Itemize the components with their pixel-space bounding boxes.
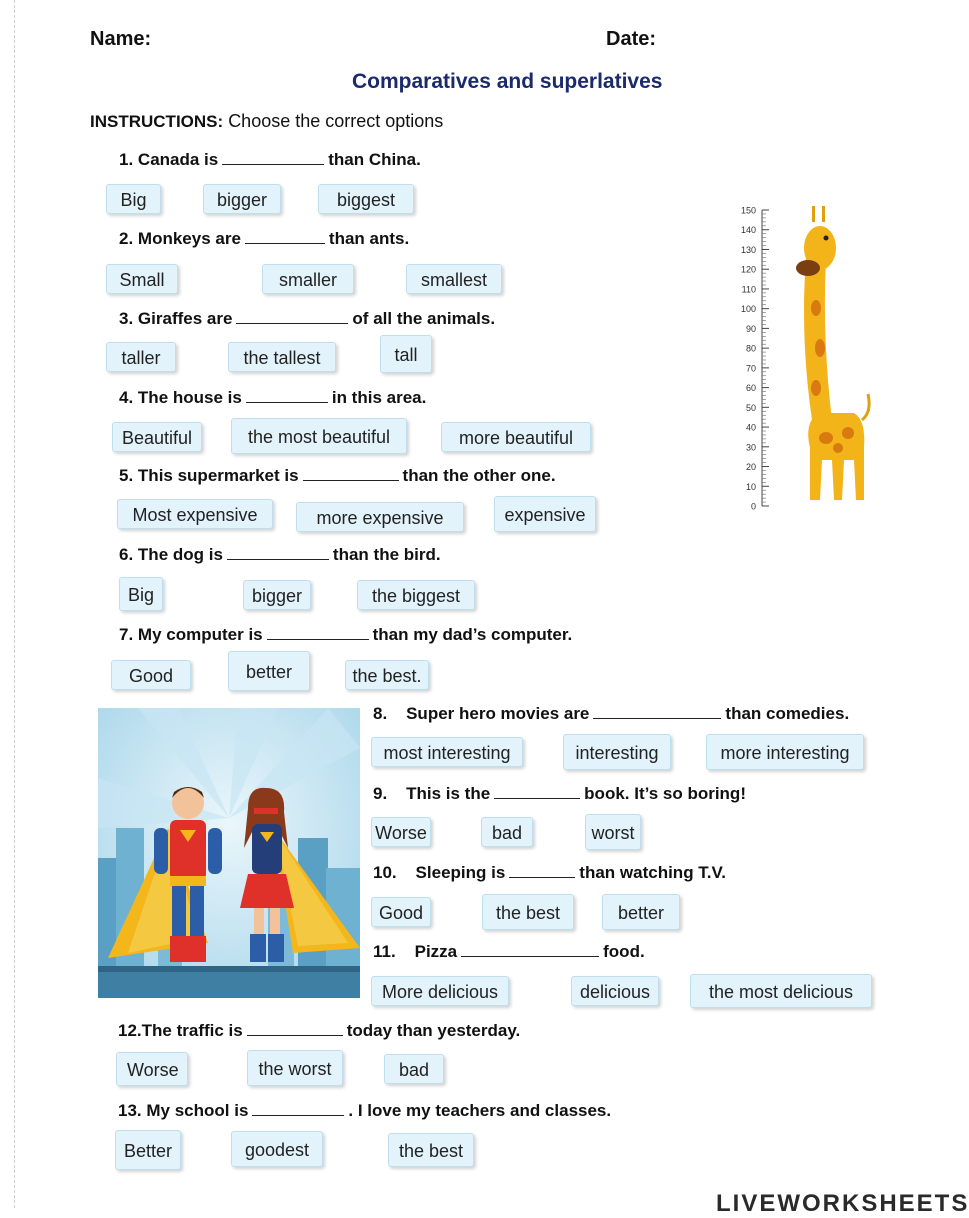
q3-option-3[interactable]: tall: [380, 335, 432, 373]
instructions-text: Choose the correct options: [228, 111, 444, 131]
q12-option-1[interactable]: Worse: [116, 1052, 188, 1086]
instructions: [90, 111, 443, 132]
question-2: 2. Monkeys are than ants.: [119, 229, 410, 248]
q10-option-1[interactable]: Good: [371, 897, 431, 927]
q5-option-1[interactable]: Most expensive: [117, 499, 273, 529]
date-label: Date:: [606, 28, 657, 50]
ruler-tick-label: 20: [745, 462, 756, 473]
q3-option-2[interactable]: the tallest: [228, 342, 336, 372]
ruler-tick-label: 120: [740, 264, 756, 275]
q13-option-1[interactable]: Better: [115, 1130, 181, 1170]
liveworksheets-logo: LIVEWORKSHEETS: [716, 1190, 969, 1217]
worksheet-title: Comparatives and superlatives: [352, 70, 663, 93]
q2-option-3[interactable]: smallest: [406, 264, 502, 294]
q10-option-3[interactable]: better: [602, 894, 680, 930]
q2-option-2[interactable]: smaller: [262, 264, 354, 294]
ruler-tick-label: 60: [745, 383, 756, 394]
height-ruler: [741, 206, 769, 512]
ruler-tick-label: 10: [745, 481, 756, 492]
q9-option-3[interactable]: worst: [585, 814, 641, 850]
q4-option-1[interactable]: Beautiful: [112, 422, 202, 452]
name-label: Name:: [90, 28, 152, 50]
q10-option-2[interactable]: the best: [482, 894, 574, 930]
q13-option-3[interactable]: the best: [388, 1133, 474, 1167]
ruler-tick-label: 50: [745, 402, 756, 413]
ruler-tick-label: 70: [745, 363, 756, 374]
q6-option-3[interactable]: the biggest: [357, 580, 475, 610]
ruler-tick-label: 80: [745, 343, 756, 354]
question-4: 4. The house is in this area.: [119, 388, 427, 407]
q12-option-3[interactable]: bad: [384, 1054, 444, 1084]
ruler-tick-label: 100: [740, 304, 756, 315]
q5-option-3[interactable]: expensive: [494, 496, 596, 532]
q11-option-3[interactable]: the most delicious: [690, 974, 872, 1008]
q8-option-3[interactable]: more interesting: [706, 734, 864, 770]
ruler-tick-label: 140: [740, 225, 756, 236]
q4-option-3[interactable]: more beautiful: [441, 422, 591, 452]
q11-option-2[interactable]: delicious: [571, 976, 659, 1006]
q3-option-1[interactable]: taller: [106, 342, 176, 372]
q6-option-2[interactable]: bigger: [243, 580, 311, 610]
instructions-label: INSTRUCTIONS:: [90, 112, 224, 131]
question-7: 7. My computer is than my dad’s computer.: [119, 625, 573, 644]
q2-option-1[interactable]: Small: [106, 264, 178, 294]
q1-option-2[interactable]: bigger: [203, 184, 281, 214]
page-edge-line: [14, 0, 15, 1208]
question-9: 9. This is the book. It’s so boring!: [373, 784, 746, 803]
question-6: 6. The dog is than the bird.: [119, 545, 441, 564]
q7-option-1[interactable]: Good: [111, 660, 191, 690]
q12-option-2[interactable]: the worst: [247, 1050, 343, 1086]
q5-option-2[interactable]: more expensive: [296, 502, 464, 532]
q1-option-3[interactable]: biggest: [318, 184, 414, 214]
ruler-tick-label: 0: [750, 501, 756, 512]
superhero-illustration: [98, 708, 360, 998]
q8-option-1[interactable]: most interesting: [371, 737, 523, 767]
ruler-tick-label: 30: [745, 442, 756, 453]
question-5: 5. This supermarket is than the other one.: [119, 466, 556, 485]
question-8: 8. Super hero movies are than comedies.: [373, 704, 850, 723]
q8-option-2[interactable]: interesting: [563, 734, 671, 770]
ruler-tick-label: 40: [745, 422, 756, 433]
question-3: 3. Giraffes are of all the animals.: [119, 309, 496, 328]
q1-option-1[interactable]: Big: [106, 184, 161, 214]
giraffe-ruler-illustration: [726, 198, 886, 518]
ruler-tick-label: 90: [745, 323, 756, 334]
q4-option-2[interactable]: the most beautiful: [231, 418, 407, 454]
q7-option-2[interactable]: better: [228, 651, 310, 691]
q11-option-1[interactable]: More delicious: [371, 976, 509, 1006]
q6-option-1[interactable]: Big: [119, 577, 163, 611]
question-13: 13. My school is . I love my teachers and classes.: [118, 1101, 612, 1120]
q7-option-3[interactable]: the best.: [345, 660, 429, 690]
ruler-tick-label: 110: [741, 284, 756, 295]
ruler-tick-label: 150: [740, 205, 756, 216]
q9-option-1[interactable]: Worse: [371, 817, 431, 847]
question-12: 12.The traffic is today than yesterday.: [118, 1021, 521, 1040]
question-1: 1. Canada is than China.: [119, 150, 421, 169]
question-11: 11. Pizza food.: [373, 942, 645, 961]
question-10: 10. Sleeping is than watching T.V.: [373, 863, 727, 882]
ruler-tick-label: 130: [740, 244, 756, 255]
q13-option-2[interactable]: goodest: [231, 1131, 323, 1167]
q9-option-2[interactable]: bad: [481, 817, 533, 847]
